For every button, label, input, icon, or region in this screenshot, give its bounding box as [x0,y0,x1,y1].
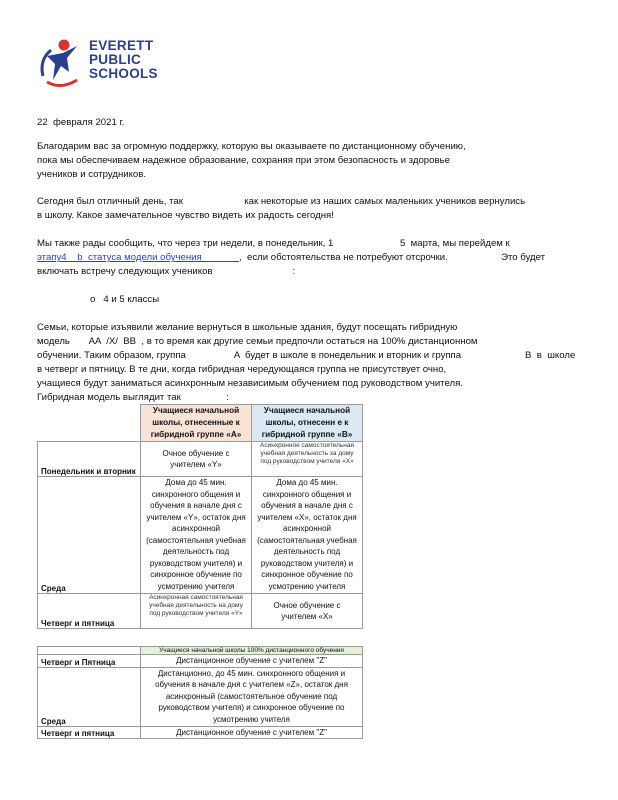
paragraph-1-line-3: учеников и сотрудников. [37,169,147,180]
table-row [38,655,363,668]
paragraph-1-line-2: пока мы обеспечиваем надежное образование, сохраняя при этом безопасность и здоровье [37,155,450,166]
group-a-mon-tue: Очное обучение с учителем «Y» [141,442,252,477]
row-label-wednesday: Среда [38,477,141,594]
table-header-row [38,405,363,442]
table-header-row [38,647,363,655]
bullet-marker: o [90,294,96,305]
group-b-header: Учащиеся начальной школы, отнесенн е к гибридной группе «B» [252,405,363,442]
group-b-mon-tue: Асинхронное самостоятельная учебная деятельность за дому под руководством учителя «X» [252,442,363,477]
group-b-wednesday: Дома до 45 мин. синхронного общения и обучения в начале дня с учителем «X», остаток дня асинхронной (самостоятельная учебная деятельность под руководством учителя) и синхронное обучение по усмотрению учителя [252,477,363,594]
letter-date: 22 февраля 2021 г. [37,117,125,128]
distance-thu-fri-2: Дистанционное обучение с учителем "Z" [141,726,363,739]
district-logo [37,36,177,92]
table-row [38,477,363,594]
group-a-thu-fri: Асинхронная самостоятельная учебная деятельность на дому под руководством учителя «Y» [141,594,252,629]
row-label-mon-tue: Понедельник и вторник [38,442,141,477]
paragraph-4-line-1: Семьи, которые изъявили желание вернуться в школьные здания, будут посещать гибридную [37,322,458,333]
paragraph-4-line-5: учащиеся будут заниматься асинхронным независимым обучением под руководством учителя. [37,378,463,389]
grades-bullet [90,294,159,305]
group-a-header: Учащиеся начальной школы, отнесенные к гибридной группе «А» [141,405,252,442]
logo-line-2: PUBLIC [89,52,142,67]
distance-wednesday: Дистанционно, до 45 мин. синхронного общения и обучения в начале дня с учителем «Z», остаток дня асинхронный (самостоятельное обучение под руководством учителя) и синхронное обучение по усмотрению учителя [141,667,363,726]
paragraph-4-line-2: модель AA /X/ BB , в то время как другие семьи предпочли остаться на 100% дистанционном [37,336,478,347]
logo-wordmark [89,39,158,81]
table-corner [38,405,141,442]
logo-figure-icon [37,36,87,92]
row-label-thu-fri-2: Четверг и пятница [38,726,141,739]
table-row [38,667,363,726]
row-label-thu-fri: Четверг и пятница [38,594,141,629]
table-corner [38,647,141,655]
paragraph-4-line-3: обучении. Таким образом, группа A будет в школе в понедельник и вторник и группа B в школе [37,350,576,361]
distance-thu-fri-1: Дистанционное обучение с учителем "Z" [141,655,363,668]
distance-learning-table [37,646,363,739]
table-row [38,442,363,477]
distance-header: Учащиеся начальной школы 100% дистанционного обучения [141,647,363,655]
row-label-wednesday: Среда [38,667,141,726]
paragraph-4-line-6: Гибридная модель выглядит так : [37,392,229,403]
bullet-text: 4 и 5 классы [103,294,160,305]
paragraph-3-line-2-rest: , если обстоятельства не потребуют отсрочки. Это будет [239,252,546,263]
paragraph-3-line-3: включать встречу следующих учеников : [37,266,296,277]
paragraph-3-line-2 [37,251,545,265]
paragraph-2-line-1: Сегодня был отличный день, так как некоторые из наших самых маленьких учеников вернулись [37,196,526,207]
logo-line-1: EVERETT [89,38,154,53]
paragraph-4-line-4: в четверг и пятницу. В те дни, когда гибридная чередующаяся группа не присутствует очно, [37,364,447,375]
row-label-thu-fri-1: Четверг и Пятница [38,655,141,668]
group-a-wednesday: Дома до 45 мин. синхронного общения и обучения в начале дня с учителем «Y», остаток дня асинхронной (самостоятельная учебная деятельность под руководством учителя) и синхронное обучение по усмотрению учителя [141,477,252,594]
paragraph-3-line-1: Мы также рады сообщить, что через три недели, в понедельник, 1 5 марта, мы перейдем к [37,238,510,249]
table-row [38,594,363,629]
paragraph-1-line-1: Благодарим вас за огромную поддержку, которую вы оказываете по дистанционному обучению, [37,141,466,152]
paragraph-2-line-2: в школу. Какое замечательное чувство видеть их радость сегодня! [37,210,334,221]
group-b-thu-fri: Очное обучение с учителем «X» [252,594,363,629]
logo-line-3: SCHOOLS [89,66,158,81]
learning-model-link[interactable]: этапу4 b статуса модели обучения [37,252,240,263]
table-row [38,726,363,739]
hybrid-schedule-table [37,404,363,629]
